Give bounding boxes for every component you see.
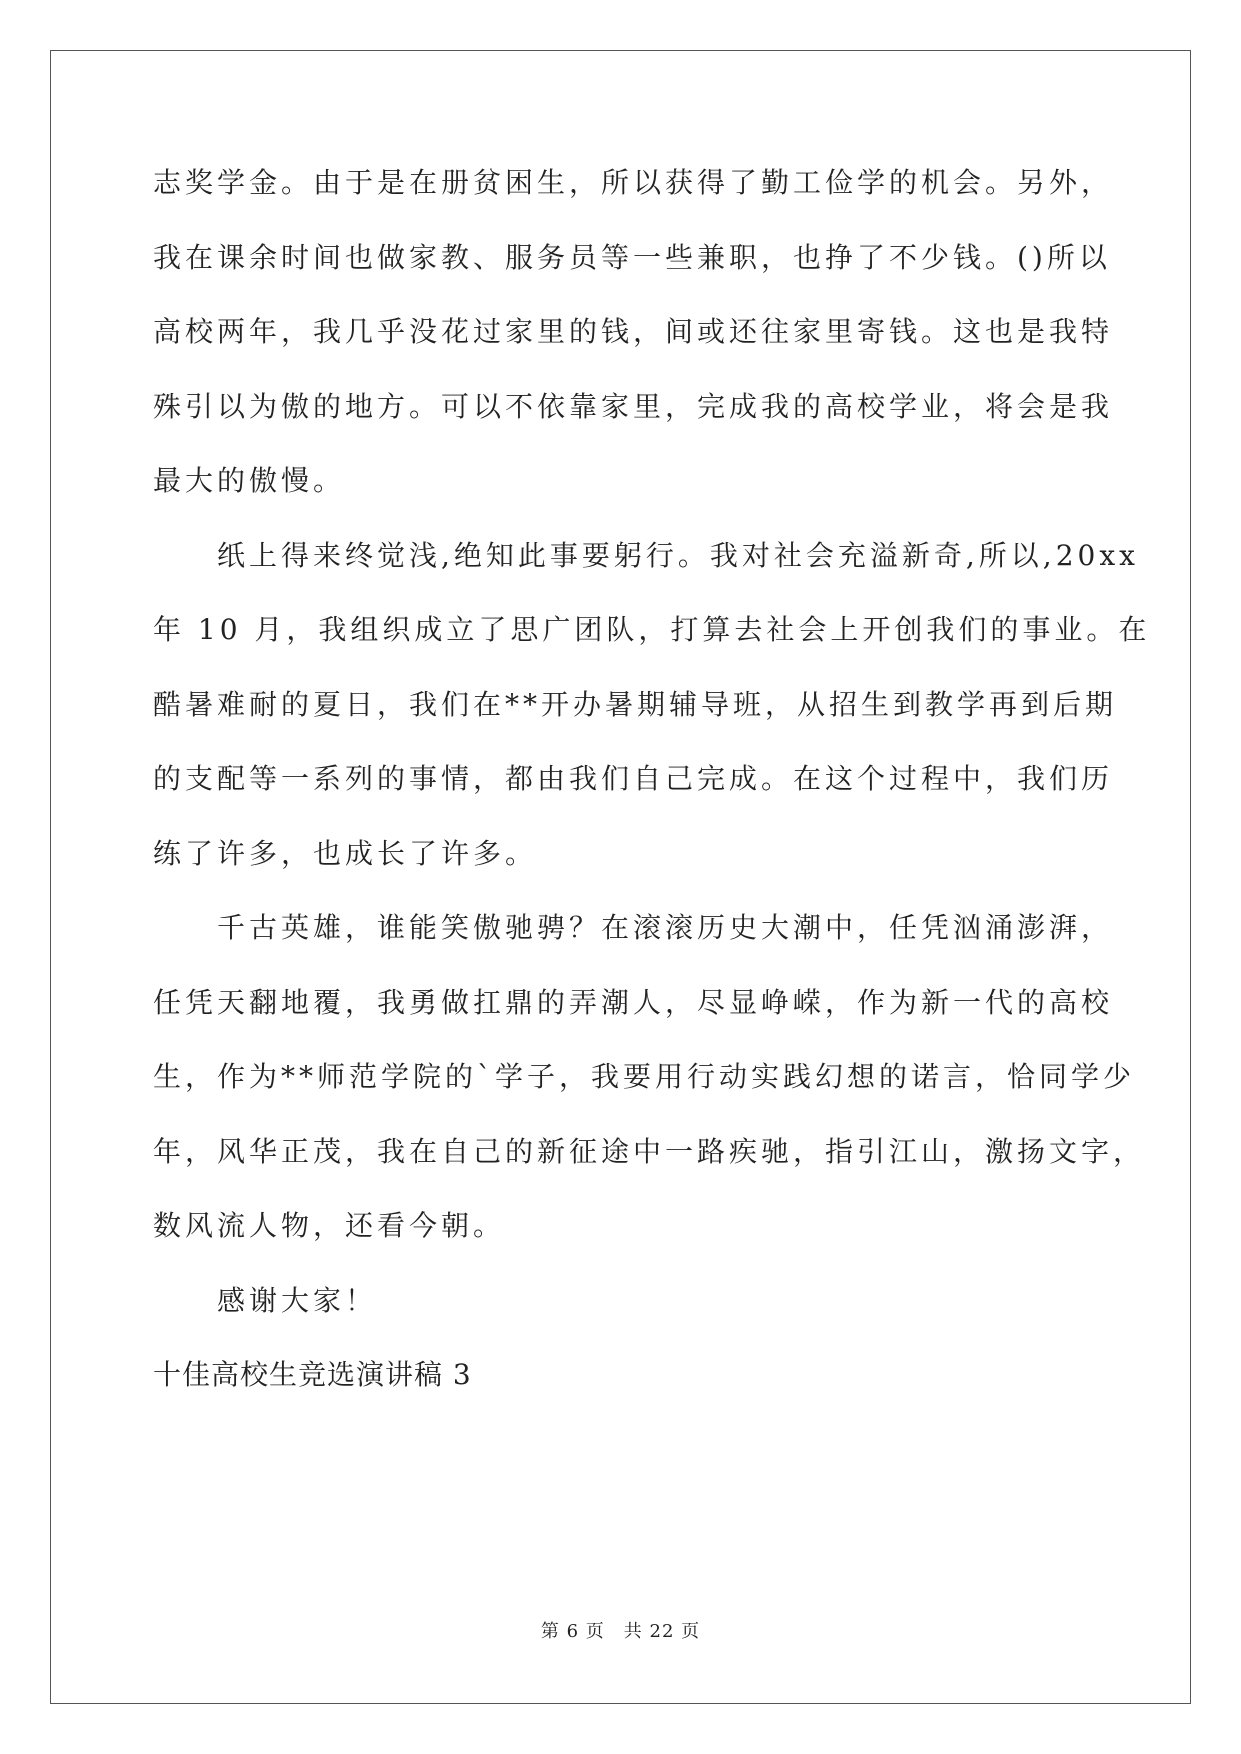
text-line: 酷暑难耐的夏日，我们在**开办暑期辅导班，从招生到教学再到后期 [153,687,1118,721]
closing-line: 感谢大家！ [217,1283,378,1317]
text-line: 年 10 月，我组织成立了思广团队，打算去社会上开创我们的事业。在 [153,613,1151,646]
text-line: 志奖学金。由于是在册贫困生，所以获得了勤工俭学的机会。另外， [153,166,1114,199]
document-body [153,163,1151,1430]
text-line: 我在课余时间也做家教、服务员等一些兼职，也挣了不少钱。()所以 [153,240,1111,274]
text-line: 生，作为**师范学院的`学子，我要用行动实践幻想的诺言，恰同学少 [153,1060,1136,1093]
paragraph-start-line: 千古英雄，谁能笑傲驰骋？在滚滚历史大潮中，任凭汹涌澎湃， [217,911,1114,944]
text-line: 练了许多，也成长了许多。 [153,836,538,870]
text-line: 最大的傲慢。 [153,464,346,497]
paragraph-start-line: 纸上得来终觉浅,绝知此事要躬行。我对社会充溢新奇,所以,20xx [217,538,1139,572]
text-line: 殊引以为傲的地方。可以不依靠家里，完成我的高校学业，将会是我 [153,389,1114,423]
section-heading: 十佳高校生竞选演讲稿 3 [153,1358,472,1391]
text-line: 年，风华正茂，我在自己的新征途中一路疾驰，指引江山，激扬文字， [153,1134,1146,1168]
page-number-footer: 第 6 页 共 22 页 [540,1621,701,1642]
text-line: 任凭天翻地覆，我勇做扛鼎的弄潮人，尽显峥嵘，作为新一代的高校 [153,985,1114,1019]
text-line: 高校两年，我几乎没花过家里的钱，间或还往家里寄钱。这也是我特 [153,315,1114,348]
text-line: 数风流人物，还看今朝。 [153,1209,506,1242]
text-line: 的支配等一系列的事情，都由我们自己完成。在这个过程中，我们历 [153,762,1114,795]
